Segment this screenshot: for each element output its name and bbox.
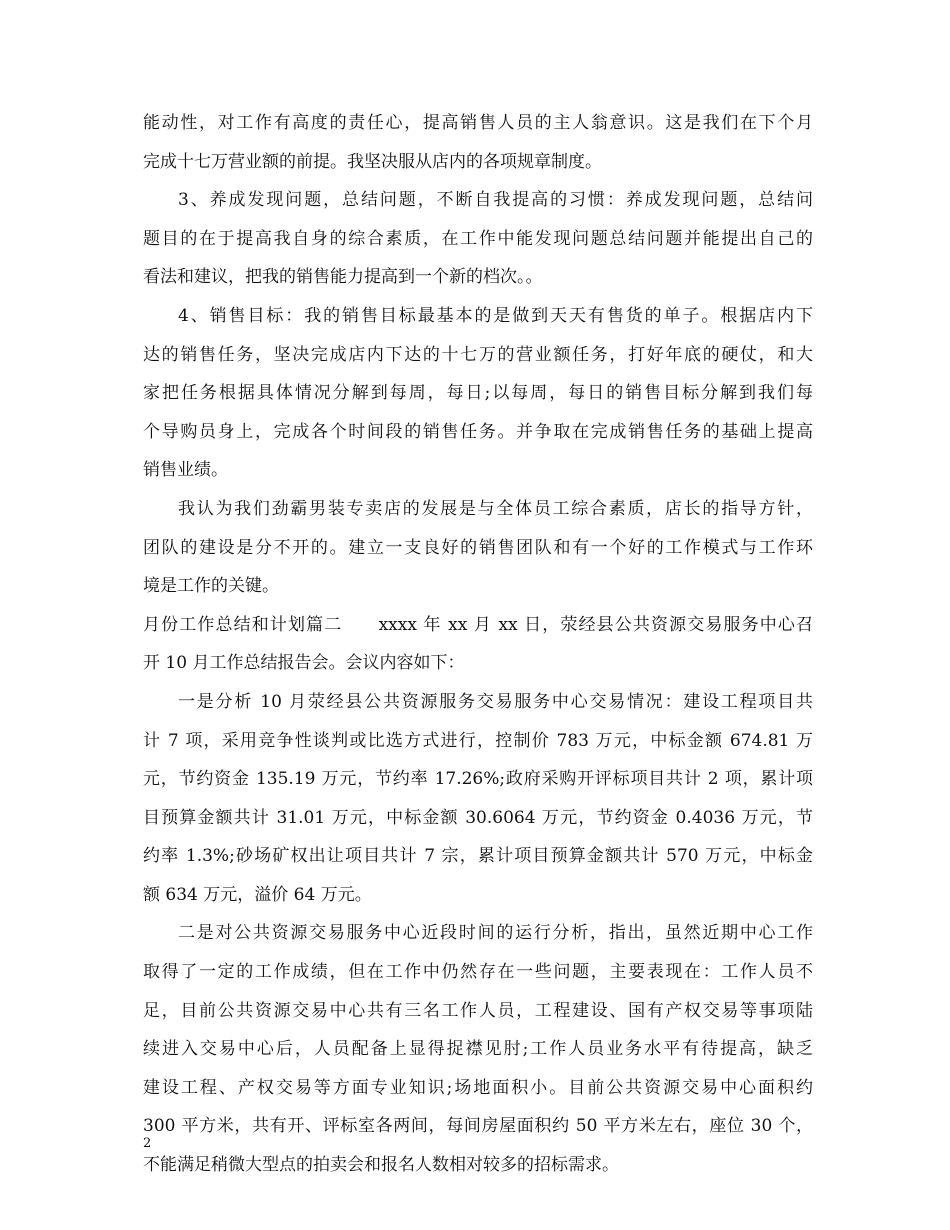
text-line: 取得了一定的工作成绩，但在工作中仍然存在一些问题，主要表现在：工作人员不: [143, 962, 813, 983]
text-line: 销售业绩。: [143, 460, 228, 481]
text-line: 境是工作的关键。: [143, 576, 279, 597]
text-line: 目预算金额共计 31.01 万元，中标金额 30.6064 万元，节约资金 0.4036 万元，节: [143, 807, 813, 828]
text-line: 一是分析 10 月荥经县公共资源服务交易服务中心交易情况：建设工程项目共: [178, 691, 813, 712]
text-line: 我认为我们劲霸男装专卖店的发展是与全体员工综合素质，店长的指导方针，: [178, 498, 813, 519]
text-line: 不能满足稍微大型点的拍卖会和报名人数相对较多的招标需求。: [143, 1155, 619, 1176]
paragraph: [143, 606, 813, 683]
text-line: 元，节约资金 135.19 万元，节约率 17.26%;政府采购开评标项目共计 2 项，累计项: [143, 769, 813, 790]
text-line: 额 634 万元，溢价 64 万元。: [143, 884, 372, 905]
text-line: 家把任务根据具体情况分解到每周，每日;以每周，每日的销售目标分解到我们每: [143, 383, 813, 404]
page-number: 2: [143, 1136, 152, 1151]
text-line: 完成十七万营业额的前提。我坚决服从店内的各项规章制度。: [143, 151, 602, 172]
text-line: 月份工作总结和计划篇二 xxxx 年 xx 月 xx 日，荥经县公共资源交易服务中心召: [143, 614, 813, 635]
text-line: 达的销售任务，坚决完成店内下达的十七万的营业额任务，打好年底的硬仗，和大: [143, 344, 813, 365]
document-body: [143, 104, 813, 1185]
text-line: 题目的在于提高我自身的综合素质，在工作中能发现问题总结问题并能提出自己的: [143, 228, 813, 249]
paragraph: [143, 914, 813, 1184]
text-line: 团队的建设是分不开的。建立一支良好的销售团队和有一个好的工作模式与工作环: [143, 537, 813, 558]
paragraph: [143, 297, 813, 490]
text-line: 续进入交易中心后，人员配备上显得捉襟见肘;工作人员业务水平有待提高，缺乏: [143, 1039, 813, 1060]
paragraph: [143, 104, 813, 181]
text-line: 建设工程、产权交易等方面专业知识;场地面积小。目前公共资源交易中心面积约: [143, 1077, 813, 1098]
text-line: 二是对公共资源交易服务中心近段时间的运行分析，指出，虽然近期中心工作: [178, 923, 813, 944]
text-line: 300 平方米，共有开、评标室各两间，每间房屋面积约 50 平方米左右，座位 30 个，: [143, 1116, 813, 1137]
text-line: 3、养成发现问题，总结问题，不断自我提高的习惯：养成发现问题，总结问: [178, 190, 813, 211]
text-line: 能动性，对工作有高度的责任心，提高销售人员的主人翁意识。这是我们在下个月: [143, 113, 813, 133]
paragraph: [143, 683, 813, 915]
text-line: 看法和建议，把我的销售能力提高到一个新的档次。。: [143, 267, 543, 288]
paragraph: [143, 490, 813, 606]
text-line: 计 7 项，采用竞争性谈判或比选方式进行，控制价 783 万元，中标金额 674.81 万: [143, 730, 813, 751]
text-line: 个导购员身上，完成各个时间段的销售任务。并争取在完成销售任务的基础上提高: [143, 421, 813, 442]
text-line: 约率 1.3%;砂场矿权出让项目共计 7 宗，累计项目预算金额共计 570 万元，中标金: [143, 846, 813, 867]
text-line: 足，目前公共资源交易中心共有三名工作人员，工程建设、国有产权交易等事项陆: [143, 1000, 813, 1021]
paragraph: [143, 181, 813, 297]
text-line: 4、销售目标：我的销售目标最基本的是做到天天有售货的单子。根据店内下: [178, 305, 813, 326]
text-line: 开 10 月工作总结报告会。会议内容如下：: [143, 653, 465, 674]
